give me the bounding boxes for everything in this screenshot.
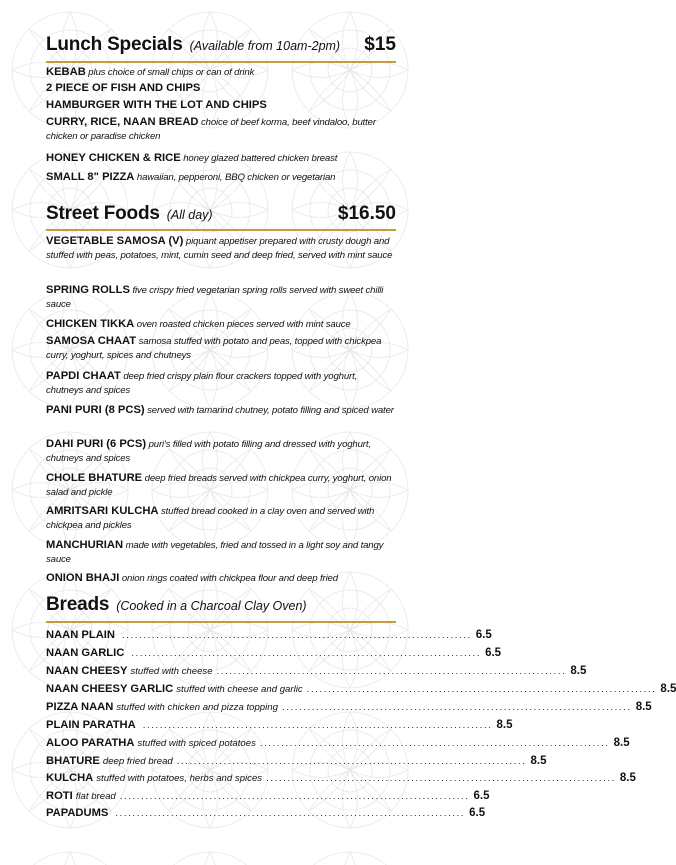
bread-item-naan-cheesy: [46, 665, 587, 680]
street-foods-subtitle: (All day): [166, 208, 213, 222]
item-name: MANCHURIAN: [46, 539, 124, 551]
item-name: HAMBURGER WITH THE LOT AND CHIPS: [46, 99, 267, 111]
item-price: 8.5: [619, 772, 636, 784]
lunch-specials-price: $15: [364, 34, 396, 55]
item-price: 8.5: [660, 683, 676, 695]
dot-leader: ..................................................................................: [115, 808, 466, 819]
street-foods-header: [46, 203, 396, 225]
item-price: 6.5: [475, 629, 492, 641]
bread-item-naan-plain: [46, 629, 492, 644]
dot-leader: ..................................................................................: [119, 791, 470, 802]
item-name: PAPADUMS: [46, 807, 109, 819]
item-price: 6.5: [469, 807, 486, 819]
bread-item-roti: [46, 790, 490, 805]
item-description: deep fried breads served with chickpea curry, yoghurt, onion salad and pickle: [46, 473, 392, 498]
breads-divider: [46, 621, 396, 623]
item-name: VEGETABLE SAMOSA (V): [46, 235, 184, 247]
item-name: ROTI: [46, 790, 73, 802]
item-description: five crispy fried vegetarian spring rolls served with sweet chilli sauce: [46, 285, 384, 310]
breads-title: Breads: [46, 594, 110, 615]
item-name: ALOO PARATHA: [46, 737, 135, 749]
bread-item-pizza-naan: [46, 701, 652, 716]
street-foods-divider: [46, 229, 396, 231]
item-price: 8.5: [613, 737, 630, 749]
item-name: KEBAB: [46, 66, 86, 78]
item-description: stuffed with spiced potatoes: [137, 738, 256, 749]
item-name: PIZZA NAAN: [46, 701, 114, 713]
item-name: NAAN PLAIN: [46, 629, 115, 641]
lunch-specials-subtitle: (Available from 10am-2pm): [189, 39, 341, 53]
menu-item-honey-chicken: [46, 152, 396, 166]
menu-item-chicken-tikka: [46, 318, 396, 332]
item-name: BHATURE: [46, 755, 100, 767]
dot-leader: ..................................................................................: [131, 648, 482, 659]
item-description: flat bread: [75, 791, 116, 802]
bread-item-kulcha: [46, 772, 636, 787]
item-name: KULCHA: [46, 772, 94, 784]
item-description: onion rings coated with chickpea flour and deep fried: [121, 573, 338, 584]
dot-leader: ..................................................................................: [142, 720, 493, 731]
item-price: 8.5: [530, 755, 547, 767]
item-description: served with tamarind chutney, potato filling and spiced water: [147, 405, 394, 416]
item-name: SAMOSA CHAAT: [46, 335, 137, 347]
menu-item-amritsari-kulcha: [46, 505, 396, 532]
menu-item-samosa-chaat: [46, 335, 396, 362]
menu-item-dahi-puri: [46, 438, 396, 465]
breads-header: [46, 594, 396, 616]
menu-item-hamburger: [46, 99, 396, 113]
item-description: deep fried bread: [102, 756, 173, 767]
menu-item-small-pizza: [46, 171, 396, 185]
bread-item-aloo-paratha: [46, 737, 630, 752]
street-foods-price: $16.50: [337, 203, 396, 224]
menu-item-fish-and-chips: [46, 82, 396, 96]
dot-leader: ..................................................................................: [266, 773, 616, 784]
item-description: honey glazed battered chicken breast: [183, 153, 338, 164]
menu-item-pani-puri: [46, 404, 396, 418]
lunch-specials-header: [46, 34, 396, 56]
item-description: plus choice of small chips or can of drink: [88, 67, 255, 78]
item-name: CURRY, RICE, NAAN BREAD: [46, 116, 199, 128]
dot-leader: ..................................................................................: [176, 756, 527, 767]
dot-leader: ..................................................................................: [281, 702, 632, 713]
lunch-specials-title: Lunch Specials: [46, 34, 183, 55]
item-description: stuffed with cheese and garlic: [176, 684, 303, 695]
menu-item-curry-rice-naan: [46, 116, 396, 143]
item-description: puri's filled with potato filling and dressed with yoghurt, chutneys and spices: [46, 439, 371, 464]
item-description: hawaiian, pepperoni, BBQ chicken or vegetarian: [136, 172, 336, 183]
menu-item-spring-rolls: [46, 284, 396, 311]
item-name: ONION BHAJI: [46, 572, 120, 584]
item-price: 8.5: [496, 719, 513, 731]
item-name: DAHI PURI (6 PCS): [46, 438, 147, 450]
item-description: stuffed with cheese: [130, 666, 213, 677]
item-description: samosa stuffed with potato and peas, topped with chickpea curry, yoghurt, spices and chutneys: [46, 336, 382, 361]
street-foods-title: Street Foods: [46, 203, 160, 224]
item-description: made with vegetables, fried and tossed in a light soy and tangy sauce: [46, 540, 384, 565]
item-name: HONEY CHICKEN & RICE: [46, 152, 181, 164]
bread-item-papadums: [46, 807, 486, 822]
menu-item-kebab: [46, 66, 396, 80]
item-description: piquant appetiser prepared with crusty dough and stuffed with peas, potatoes, mint, cumin seed and deep fried, served with mint sauce: [46, 236, 393, 261]
item-name: NAAN CHEESY GARLIC: [46, 683, 174, 695]
item-price: 6.5: [473, 790, 490, 802]
item-description: deep fried crispy plain flour crackers topped with yoghurt, chutneys and spices: [46, 371, 358, 396]
item-description: stuffed bread cooked in a clay oven and served with chickpea and pickles: [46, 506, 375, 531]
breads-subtitle: (Cooked in a Charcoal Clay Oven): [116, 599, 307, 613]
bread-item-plain-paratha: [46, 719, 513, 734]
dot-leader: ..................................................................................: [259, 738, 610, 749]
item-name: PAPDI CHAAT: [46, 370, 121, 382]
dot-leader: ..................................................................................: [306, 684, 657, 695]
item-name: PLAIN PARATHA: [46, 719, 136, 731]
item-name: 2 PIECE OF FISH AND CHIPS: [46, 82, 201, 94]
item-name: SMALL 8" PIZZA: [46, 171, 135, 183]
menu-item-manchurian: [46, 539, 396, 566]
menu-item-papdi-chaat: [46, 370, 396, 397]
item-price: 8.5: [635, 701, 652, 713]
menu-item-vegetable-samosa: [46, 235, 396, 262]
item-description: oven roasted chicken pieces served with mint sauce: [136, 319, 351, 330]
item-description: choice of beef korma, beef vindaloo, butter chicken or paradise chicken: [46, 117, 376, 142]
item-description: stuffed with potatoes, herbs and spices: [96, 773, 263, 784]
item-name: AMRITSARI KULCHA: [46, 505, 159, 517]
item-price: 8.5: [570, 665, 587, 677]
item-name: SPRING ROLLS: [46, 284, 130, 296]
item-name: NAAN CHEESY: [46, 665, 128, 677]
item-name: CHOLE BHATURE: [46, 472, 143, 484]
item-name: PANI PURI (8 PCS): [46, 404, 145, 416]
lunch-specials-divider: [46, 61, 396, 63]
item-description: stuffed with chicken and pizza topping: [116, 702, 278, 713]
menu-item-chole-bhature: [46, 472, 396, 499]
bread-item-naan-cheesy-garlic: [46, 683, 676, 698]
item-price: 6.5: [485, 647, 502, 659]
bread-item-bhature: [46, 755, 547, 770]
dot-leader: ..................................................................................: [122, 630, 472, 641]
item-name: NAAN GARLIC: [46, 647, 125, 659]
item-name: CHICKEN TIKKA: [46, 318, 135, 330]
dot-leader: ..................................................................................: [216, 666, 567, 677]
bread-item-naan-garlic: [46, 647, 502, 662]
menu-item-onion-bhaji: [46, 572, 396, 586]
